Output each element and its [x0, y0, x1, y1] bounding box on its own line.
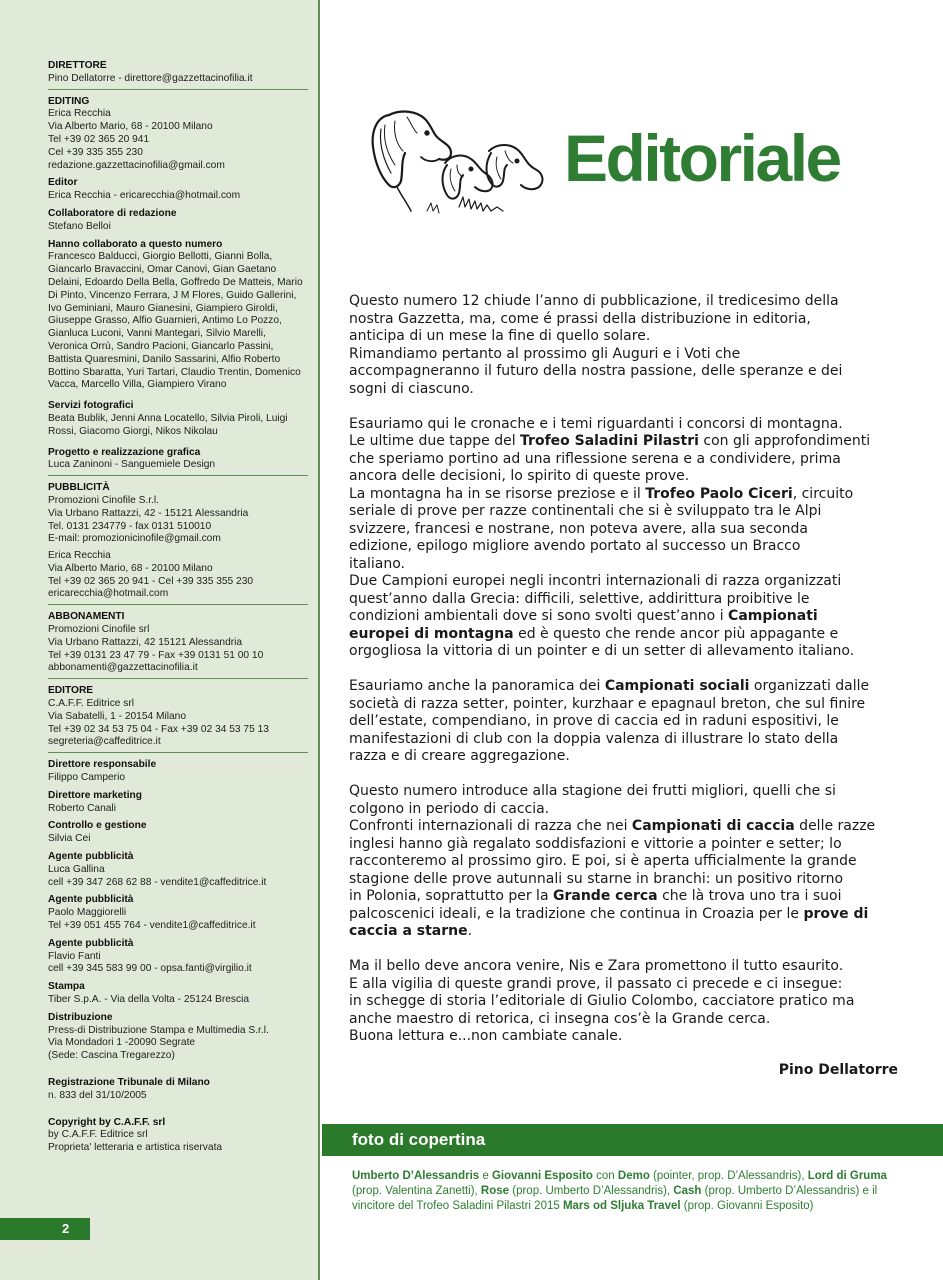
text-line: segreteria@caffeditrice.it [48, 736, 161, 748]
text-line: Via Alberto Mario, 68 - 20100 Milano [48, 562, 213, 574]
masthead-distribuzione [48, 1012, 308, 1063]
text-line: Proprieta' letteraria e artistica riservata [48, 1142, 223, 1154]
masthead-direttore-responsabile [48, 759, 308, 785]
highlight: prove di [803, 905, 869, 922]
highlight: europei di montagna [349, 625, 514, 642]
masthead-abbonamenti [48, 611, 308, 675]
section-heading: Hanno collaborato a questo numero [48, 238, 223, 250]
section-heading: PUBBLICITÀ [48, 482, 110, 494]
text-line: (prop. Valentina Zanetti), Rose (prop. Umberto D’Alessandris), Cash (prop. Umberto D’Alessandris) e il [352, 1185, 878, 1197]
text-line: inglesi hanno già regalato soddisfazioni e vittorie a pointer e setter; lo [349, 835, 842, 852]
masthead-editing [48, 96, 308, 173]
masthead-copyright [48, 1117, 308, 1155]
text-line: nostra Gazzetta, ma, come é prassi della distribuzione in editoria, [349, 310, 811, 327]
text-line: Via Alberto Mario, 68 - 20100 Milano [48, 121, 213, 133]
masthead-editore [48, 685, 308, 749]
text-line: Le ultime due tappe del Trofeo Saladini Pilastri con gli approfondimenti [349, 433, 871, 449]
section-heading: Agente pubblicità [48, 937, 134, 949]
text-line: Via Mondadori 1 -20090 Segrate [48, 1037, 196, 1049]
dogs-illustration-icon [367, 103, 547, 215]
text-line: Via Urbano Rattazzi, 42 - 15121 Alessandria [48, 507, 249, 519]
text-line: razza e di creare aggregazione. [349, 748, 570, 764]
text-line: ancora delle decisioni, lo spirito di queste prove. [349, 468, 690, 484]
text-line: vincitore del Trofeo Saladini Pilastri 2015 Mars od Sljuka Travel (prop. Giovanni Esposito) [352, 1200, 814, 1212]
section-heading: Distribuzione [48, 1011, 113, 1023]
text-line: Paolo Maggiorelli [48, 907, 127, 919]
text-line: E alla vigilia di queste grandi prove, il passato ci precede e ci insegue: [349, 975, 843, 992]
text-line: Due Campioni europei negli incontri internazionali di razza organizzati [349, 573, 842, 589]
contributors-text: Francesco Balducci, Giorgio Bellotti, Gianni Bolla, Giancarlo Bravaccini, Omar Canovi, Gian Gaetano Delaini, Edoardo Della Bella, Goffredo De Matteis, Mario Di Pinto, Vincenzo Ferrara, J M Flores, Guido Gallerini, Ivo Geminiani, Mauro Gianesini, Giampiero Giroldi, Giuseppe Grasso, Alfio Guarnieri, Antimo Lo Pozzo, Gianluca Luconi, Vanni Mantegari, Silvio Marelli, Veronica Orrù, Sandro Pacioni, Giancarlo Passini, Battista Quaresmini, Danilo Sassarini, Alfio Roberto Bottino Sbaratta, Yuri Tartari, Claudio Trentin, Domenico Vacca, Marcello Villa, Giampiero Virano [48, 251, 303, 391]
cover-caption-text [352, 1169, 932, 1214]
text-line: svizzere, francesi e nostrane, non poteva avere, alla sua seconda [349, 520, 808, 537]
section-heading: DIRETTORE [48, 60, 107, 71]
masthead-registrazione [48, 1077, 308, 1103]
section-heading: Direttore responsabile [48, 759, 157, 771]
section-heading: Direttore marketing [48, 789, 142, 801]
section-heading: ABBONAMENTI [48, 611, 125, 623]
page-title: Editoriale [564, 121, 840, 195]
text-line: Tel. 0131 234779 - fax 0131 510010 [48, 520, 212, 532]
text-line: Tel +39 02 365 20 941 [48, 133, 150, 145]
text-line: Tel +39 051 455 764 - vendite1@caffeditrice.it [48, 920, 256, 932]
text-line: Via Urbano Rattazzi, 42 15121 Alessandria [48, 636, 243, 648]
masthead-controllo [48, 820, 308, 846]
text-line: Filippo Camperio [48, 772, 126, 784]
section-heading: EDITORE [48, 685, 94, 697]
text-line: Via Sabatelli, 1 - 20154 Milano [48, 710, 186, 722]
text-line: Buona lettura e...non cambiate canale. [349, 1028, 623, 1044]
text-line: Flavio Fanti [48, 950, 101, 962]
text-line: Cel +39 335 355 230 [48, 146, 143, 158]
paragraph [349, 783, 919, 941]
paragraph [349, 678, 919, 766]
page-number: 2 [62, 1221, 70, 1236]
text-line: Roberto Canali [48, 802, 116, 814]
text-line: Pino Dellatorre - direttore@gazzettacinofilia.it [48, 72, 253, 84]
masthead-content [48, 60, 308, 1155]
text-line: Promozioni Cinofile S.r.l. [48, 494, 159, 506]
text-line: C.A.F.F. Editrice srl [48, 698, 135, 710]
text-line: Erica Recchia [48, 550, 111, 562]
text-line: Luca Zaninoni - Sanguemiele Design [48, 459, 216, 471]
text-line: Rimandiamo pertanto al prossimo gli Auguri e i Voti che [349, 345, 741, 362]
masthead-direttore-marketing [48, 790, 308, 816]
text-line: accompagneranno il futuro della nostra passione, delle speranze e dei [349, 363, 843, 379]
section-heading: Agente pubblicità [48, 851, 134, 863]
masthead-collaboratore [48, 208, 308, 234]
section-heading: Copyright by C.A.F.F. srl [48, 1116, 166, 1128]
text-line: cell +39 347 268 62 88 - vendite1@caffeditrice.it [48, 876, 267, 888]
text-line: ericarecchia@hotmail.com [48, 588, 169, 600]
text-line: condizioni ambientali dove si sono svolti quest’anno i Campionati [349, 608, 818, 624]
text-line: E-mail: promozionicinofile@gmail.com [48, 533, 221, 545]
editorial-body [349, 293, 919, 1063]
text-line: Luca Gallina [48, 863, 105, 875]
text-line: che speriamo portino ad una riflessione serena e a condividere, prima [349, 450, 841, 467]
text-line: Tiber S.p.A. - Via della Volta - 25124 Brescia [48, 994, 250, 1005]
text-line: quest’anno dalla Grecia: difficili, selettive, addirittura proibitive le [349, 590, 810, 607]
highlight: Trofeo Saladini Pilastri [520, 433, 699, 449]
text-line: Esauriamo qui le cronache e i temi riguardanti i concorsi di montagna. [349, 415, 843, 432]
paragraph [349, 416, 919, 661]
masthead-pubblicita [48, 482, 308, 601]
highlight: Trofeo Paolo Ciceri [645, 485, 793, 502]
text-line: seriale di prove per razze continentali che si è sviluppato tra le Alpi [349, 503, 822, 519]
text-line: n. 833 del 31/10/2005 [48, 1089, 147, 1101]
section-heading: Agente pubblicità [48, 894, 134, 906]
text-line: anche maestro di retorica, ci insegna cos’è la Grande cerca. [349, 1010, 771, 1027]
paragraph [349, 293, 919, 398]
section-heading: Stampa [48, 981, 85, 993]
masthead-progetto [48, 447, 308, 473]
text-line: racconteremo al prossimo giro. E poi, si è aperta ufficialmente la grande [349, 853, 857, 869]
paragraph [349, 958, 919, 1046]
text-line: europei di montagna ed è questo che rende ancor più appagante e [349, 625, 839, 642]
text-line: by C.A.F.F. Editrice srl [48, 1129, 148, 1141]
text-line: Promozioni Cinofile srl [48, 624, 150, 636]
masthead-sidebar [0, 0, 320, 1280]
text-line: Erica Recchia [48, 108, 111, 120]
cover-caption-bar [322, 1124, 943, 1156]
highlight: Campionati sociali [604, 678, 750, 694]
text-line: abbonamenti@gazzettacinofilia.it [48, 662, 198, 674]
masthead-agente-2 [48, 894, 308, 932]
divider [48, 752, 308, 753]
text-line: anticipa di un mese la fine di quello solare. [349, 328, 651, 344]
text-line: Umberto D’Alessandris e Giovanni Esposito con Demo (pointer, prop. D’Alessandris), Lord di Gruma [352, 1170, 887, 1182]
divider [48, 604, 308, 605]
masthead-servizi [48, 400, 308, 438]
text-line: palcoscenici ideali, e la tradizione che continua in Croazia per le prove di [349, 905, 869, 922]
text-line: dell’estate, compendiano, in prove di caccia ed in raduni espositivi, le [349, 713, 839, 729]
text-line: La montagna ha in se risorse preziose e il Trofeo Paolo Ciceri, circuito [349, 485, 854, 502]
text-line: in schegge di storia l’editoriale di Giulio Colombo, cacciatore pratico ma [349, 993, 855, 1009]
section-heading: Controllo e gestione [48, 820, 147, 832]
text-line: caccia a starne. [349, 923, 473, 939]
text-line: edizione, epilogo migliore avendo portato al successo un Bracco [349, 538, 801, 554]
photographers-text: Beata Bublik, Jenni Anna Locatello, Silvia Piroli, Luigi Rossi, Giacomo Giorgi, Nikos Nikolau [48, 412, 288, 437]
text-line: Ma il bello deve ancora venire, Nis e Zara promettono il tutto esaurito. [349, 958, 844, 974]
text-line: società di razza setter, pointer, kurzhaar e epagnaul breton, che sul finire [349, 695, 866, 712]
text-line: in Polonia, soprattutto per la Grande cerca che là trova uno tra i suoi [349, 888, 842, 904]
divider [48, 678, 308, 679]
text-line: sogni di ciascuno. [349, 380, 474, 397]
section-heading: Progetto e realizzazione grafica [48, 446, 201, 458]
text-line: orgogliosa la vittoria di un pointer e di un setter di allevamento italiano. [349, 643, 855, 659]
text-line: italiano. [349, 555, 405, 572]
section-heading: Servizi fotografici [48, 400, 134, 412]
highlight: Campionati di caccia [631, 818, 795, 834]
text-line: manifestazioni di club con la doppia valenza di illustrare lo stato della [349, 730, 839, 747]
masthead-editor [48, 177, 308, 203]
page-number-tab [0, 1218, 90, 1240]
text-line: Esauriamo anche la panoramica dei Campionati sociali organizzati dalle [349, 678, 870, 694]
text-line: Silvia Cei [48, 833, 91, 845]
highlight: caccia a starne [349, 923, 468, 939]
text-line: Tel +39 02 365 20 941 - Cel +39 335 355 230 [48, 575, 254, 587]
divider [48, 89, 308, 90]
text-line: Confronti internazionali di razza che nei Campionati di caccia delle razze [349, 818, 876, 834]
text-line: redazione.gazzettacinofilia@gmail.com [48, 159, 225, 171]
masthead-hanno-collaborato [48, 239, 308, 393]
text-line: Questo numero 12 chiude l’anno di pubblicazione, il tredicesimo della [349, 293, 839, 309]
highlight: Campionati [728, 608, 818, 624]
masthead-agente-1 [48, 851, 308, 889]
author-signature: Pino Dellatorre [778, 1062, 898, 1078]
section-heading: Collaboratore di redazione [48, 207, 177, 219]
text-line: Tel +39 02 34 53 75 04 - Fax +39 02 34 53 75 13 [48, 723, 269, 735]
section-heading: Editor [48, 177, 78, 189]
text-line: Press-di Distribuzione Stampa e Multimedia S.r.l. [48, 1024, 269, 1036]
cover-caption-heading: foto di copertina [352, 1130, 486, 1149]
text-line: Tel +39 0131 23 47 79 - Fax +39 0131 51 00 10 [48, 649, 264, 661]
highlight: Grande cerca [552, 888, 658, 904]
section-heading: Registrazione Tribunale di Milano [48, 1076, 210, 1088]
section-heading: EDITING [48, 95, 90, 107]
text-line: Questo numero introduce alla stagione dei frutti migliori, quelli che si [349, 783, 836, 799]
text-line: (Sede: Cascina Tregarezzo) [48, 1050, 175, 1062]
masthead-direttore [48, 60, 308, 86]
text-line: colgono in periodo di caccia. [349, 800, 550, 817]
text-line: Stefano Belloi [48, 220, 111, 232]
text-line: Erica Recchia - ericarecchia@hotmail.com [48, 190, 241, 202]
masthead-stampa [48, 981, 308, 1007]
divider [48, 475, 308, 476]
text-line: stagione delle prove autunnali su starne in branchi: un positivo ritorno [349, 870, 844, 887]
text-line: cell +39 345 583 99 00 - opsa.fanti@virgilio.it [48, 963, 252, 975]
masthead-agente-3 [48, 938, 308, 976]
